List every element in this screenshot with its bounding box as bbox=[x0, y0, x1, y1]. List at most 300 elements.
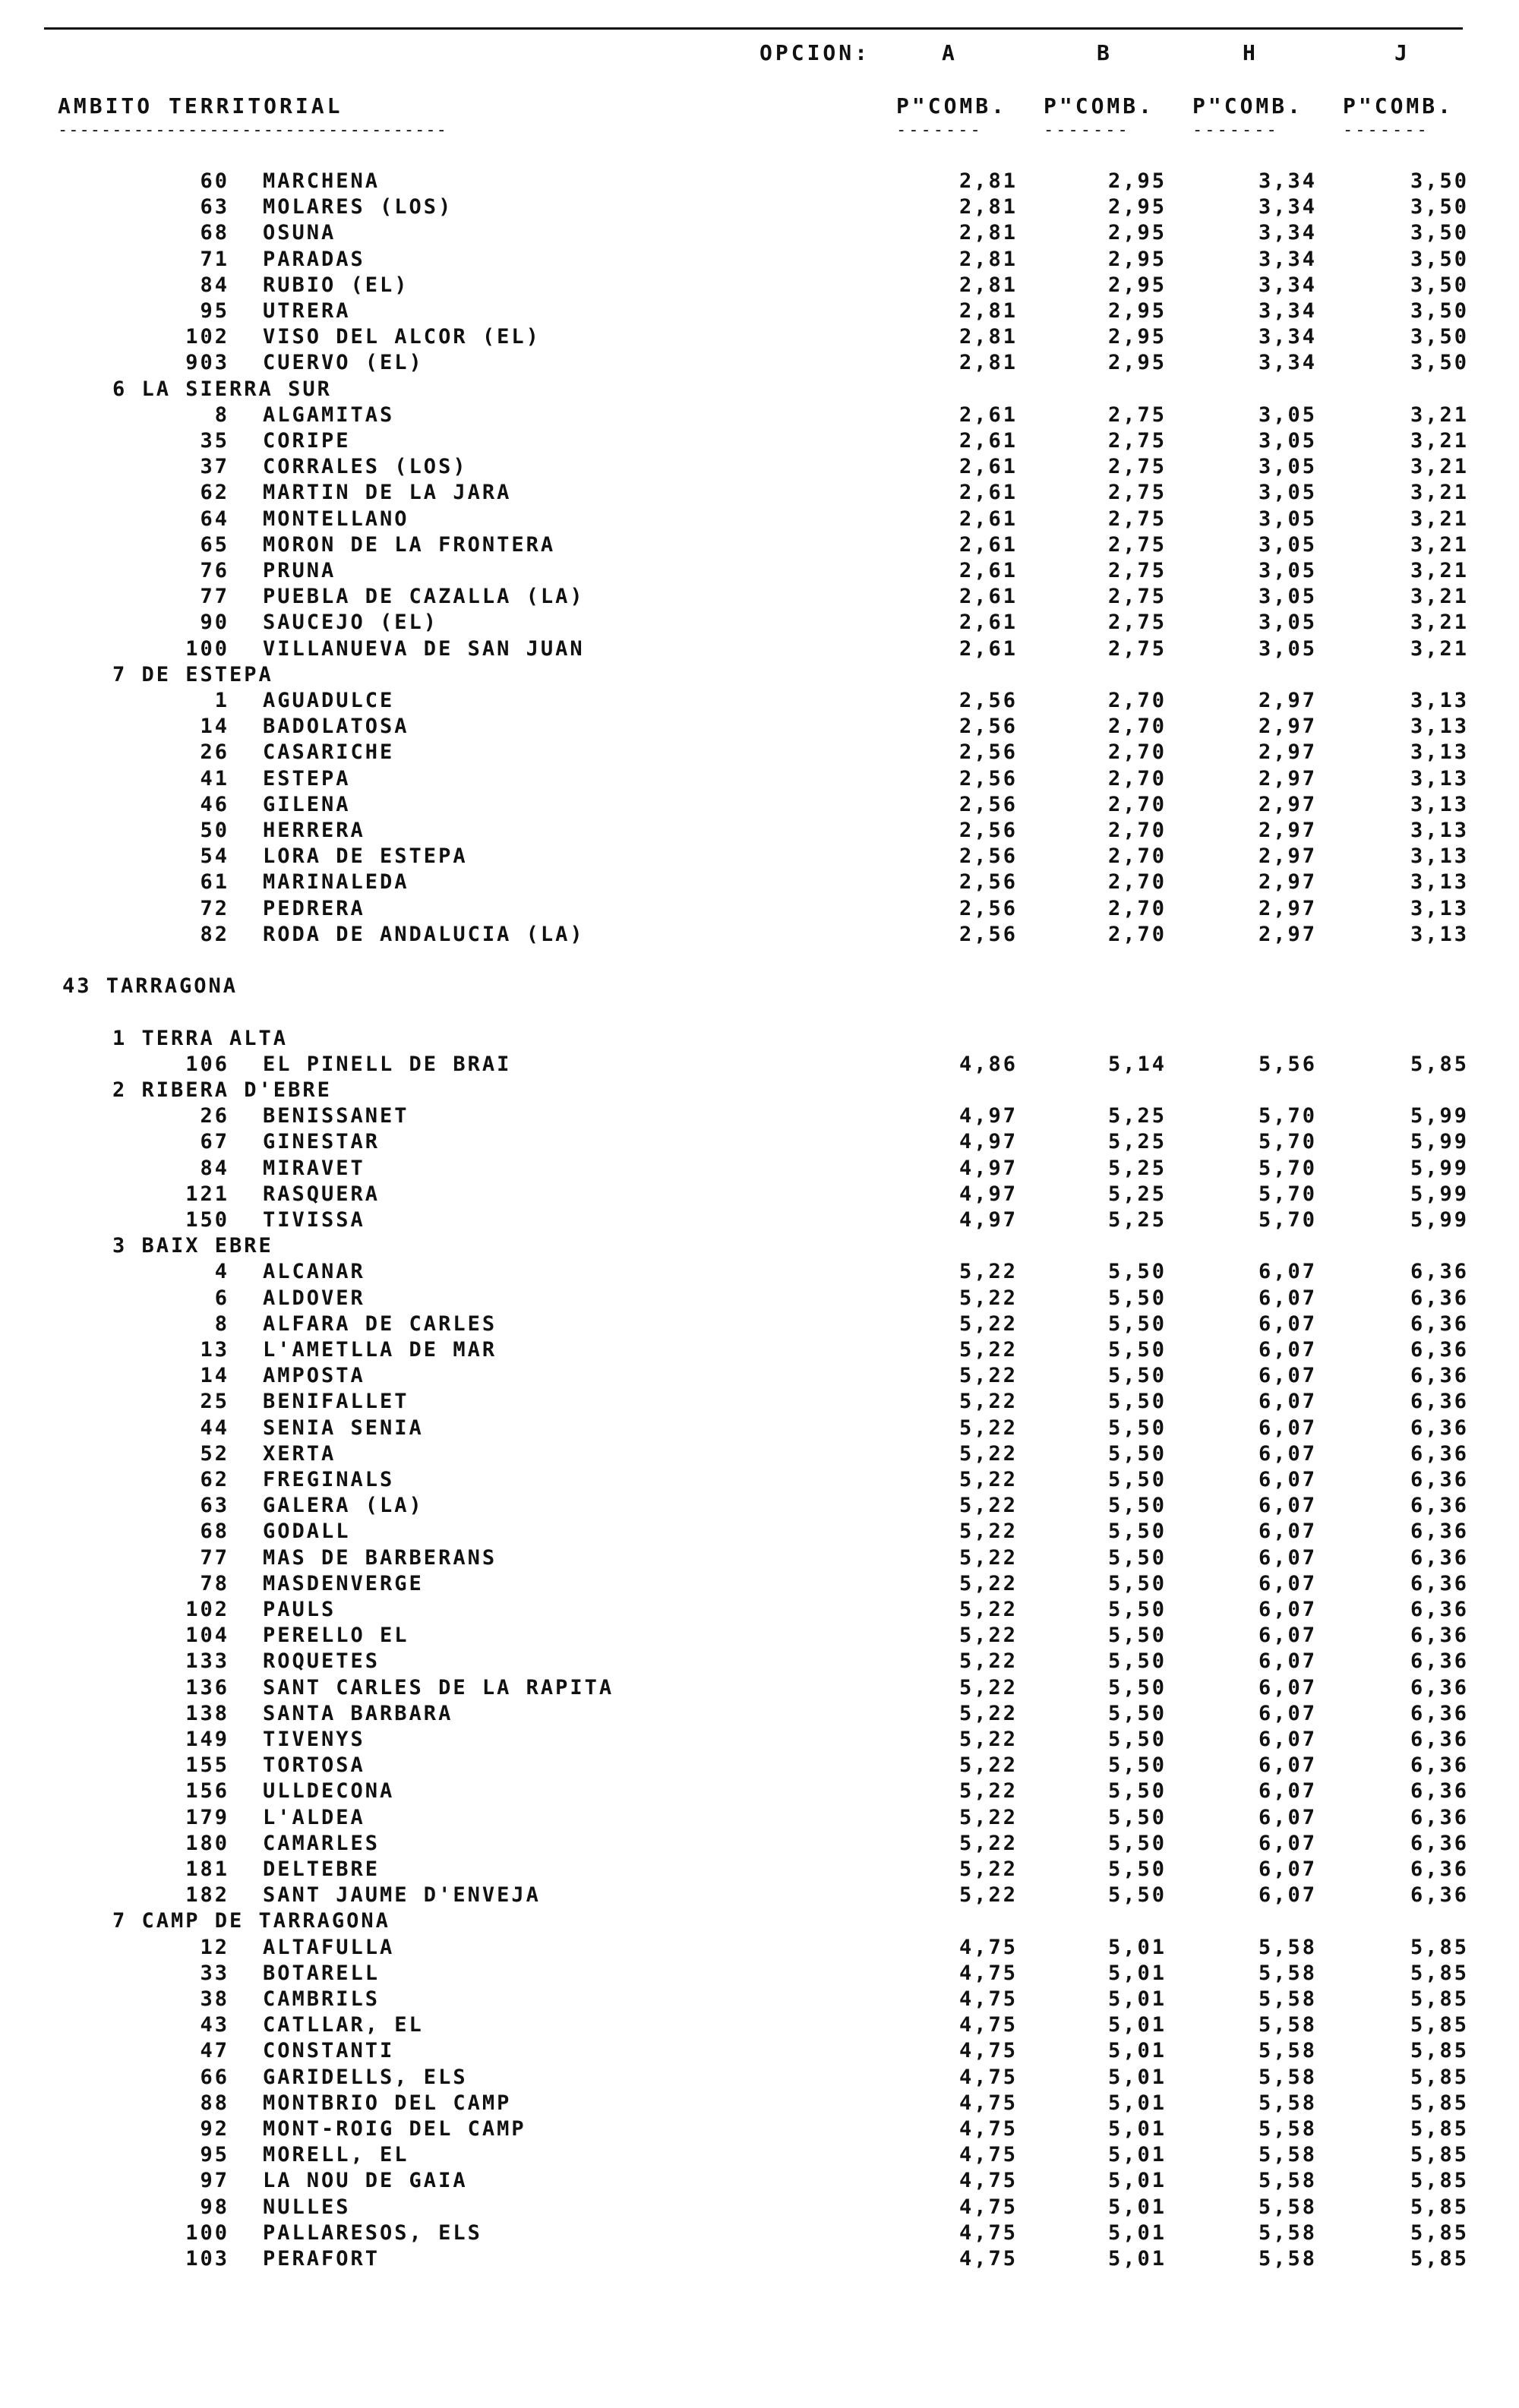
municipality-name: MONT-ROIG DEL CAMP bbox=[263, 2117, 526, 2141]
value-option-h: 6,07 bbox=[1258, 1831, 1317, 1855]
value-option-h: 5,70 bbox=[1258, 1156, 1317, 1180]
table-row bbox=[0, 2038, 1519, 2064]
value-option-b: 2,95 bbox=[1107, 247, 1167, 271]
municipality-name: MONTBRIO DEL CAMP bbox=[263, 2091, 512, 2115]
municipality-code: 77 bbox=[200, 585, 229, 609]
value-option-h: 2,97 bbox=[1258, 766, 1317, 791]
value-option-b: 5,50 bbox=[1107, 1390, 1167, 1414]
value-option-a: 5,22 bbox=[958, 1441, 1018, 1466]
municipality-name: GODALL bbox=[263, 1520, 351, 1544]
value-option-h: 6,07 bbox=[1258, 1441, 1317, 1466]
value-option-h: 3,05 bbox=[1258, 636, 1317, 661]
value-option-h: 5,58 bbox=[1258, 2013, 1317, 2037]
value-option-b: 2,70 bbox=[1107, 896, 1167, 920]
value-option-b: 5,50 bbox=[1107, 1338, 1167, 1362]
value-option-h: 5,58 bbox=[1258, 1961, 1317, 1985]
value-option-a: 2,56 bbox=[958, 896, 1018, 920]
municipality-code: 97 bbox=[200, 2169, 229, 2193]
value-option-j: 5,85 bbox=[1410, 2117, 1469, 2141]
value-option-j: 6,36 bbox=[1410, 1675, 1469, 1699]
value-option-j: 3,21 bbox=[1410, 507, 1469, 531]
municipality-code: 14 bbox=[200, 715, 229, 739]
col-h-label: P"COMB. bbox=[1192, 93, 1304, 118]
municipality-name: VISO DEL ALCOR (EL) bbox=[263, 325, 541, 349]
municipality-name: PERAFORT bbox=[263, 2247, 381, 2271]
table-row bbox=[0, 714, 1519, 740]
municipality-name: SAUCEJO (EL) bbox=[263, 611, 439, 635]
value-option-h: 6,07 bbox=[1258, 1883, 1317, 1908]
value-option-b: 2,75 bbox=[1107, 585, 1167, 609]
municipality-name: LA NOU DE GAIA bbox=[263, 2169, 468, 2193]
municipality-code: 35 bbox=[200, 429, 229, 453]
value-option-j: 5,85 bbox=[1410, 1987, 1469, 2011]
table-row bbox=[0, 2116, 1519, 2142]
value-option-b: 5,50 bbox=[1107, 1649, 1167, 1674]
table-row bbox=[0, 1961, 1519, 1987]
value-option-b: 5,50 bbox=[1107, 1675, 1167, 1699]
value-option-h: 6,07 bbox=[1258, 1598, 1317, 1621]
value-option-j: 6,36 bbox=[1410, 1883, 1469, 1908]
table-row bbox=[0, 1363, 1519, 1389]
value-option-b: 2,95 bbox=[1107, 169, 1167, 193]
municipality-name: CUERVO (EL) bbox=[263, 351, 424, 375]
municipality-name: SANT JAUME D'ENVEJA bbox=[263, 1883, 541, 1908]
value-option-j: 3,21 bbox=[1410, 532, 1469, 557]
municipality-code: 82 bbox=[200, 922, 229, 946]
table-row bbox=[0, 1337, 1519, 1363]
value-option-b: 5,50 bbox=[1107, 1494, 1167, 1518]
municipality-code: 133 bbox=[185, 1649, 229, 1674]
value-option-h: 3,05 bbox=[1258, 481, 1317, 505]
value-option-b: 5,01 bbox=[1107, 2220, 1167, 2245]
value-option-j: 6,36 bbox=[1410, 1728, 1469, 1751]
value-option-b: 5,50 bbox=[1107, 1260, 1167, 1284]
value-option-a: 2,56 bbox=[958, 689, 1018, 712]
municipality-code: 156 bbox=[185, 1779, 229, 1804]
value-option-b: 5,50 bbox=[1107, 1728, 1167, 1751]
subregion-heading: 3 BAIX EBRE bbox=[112, 1234, 273, 1258]
value-option-a: 5,22 bbox=[958, 1494, 1018, 1518]
municipality-code: 138 bbox=[185, 1701, 229, 1725]
value-option-j: 5,85 bbox=[1410, 2065, 1469, 2089]
table-row bbox=[0, 1727, 1519, 1753]
value-option-j: 6,36 bbox=[1410, 1753, 1469, 1778]
table-row bbox=[0, 1493, 1519, 1519]
table-row bbox=[0, 402, 1519, 428]
table-row bbox=[0, 1545, 1519, 1571]
municipality-name: PALLARESOS, ELS bbox=[263, 2220, 482, 2245]
value-option-b: 5,01 bbox=[1107, 2117, 1167, 2141]
table-row bbox=[0, 2195, 1519, 2220]
value-option-a: 4,86 bbox=[958, 1052, 1018, 1076]
value-option-h: 2,97 bbox=[1258, 715, 1317, 739]
value-option-b: 5,50 bbox=[1107, 1364, 1167, 1388]
value-option-b: 2,95 bbox=[1107, 351, 1167, 375]
municipality-name: RODA DE ANDALUCIA (LA) bbox=[263, 922, 585, 946]
value-option-b: 2,95 bbox=[1107, 221, 1167, 245]
municipality-name: ROQUETES bbox=[263, 1649, 381, 1674]
value-option-j: 3,13 bbox=[1410, 844, 1469, 869]
value-option-a: 4,75 bbox=[958, 2039, 1018, 2063]
value-option-a: 5,22 bbox=[958, 1701, 1018, 1725]
municipality-code: 50 bbox=[200, 819, 229, 842]
value-option-h: 6,07 bbox=[1258, 1338, 1317, 1362]
municipality-name: PEDRERA bbox=[263, 896, 365, 920]
value-option-h: 5,70 bbox=[1258, 1104, 1317, 1128]
table-row bbox=[0, 1675, 1519, 1701]
value-option-h: 6,07 bbox=[1258, 1415, 1317, 1440]
value-option-b: 5,50 bbox=[1107, 1598, 1167, 1621]
value-option-j: 6,36 bbox=[1410, 1805, 1469, 1829]
table-row bbox=[0, 792, 1519, 818]
municipality-code: 76 bbox=[200, 559, 229, 582]
value-option-a: 4,97 bbox=[958, 1104, 1018, 1128]
table-row bbox=[0, 636, 1519, 662]
table-row bbox=[0, 1182, 1519, 1207]
value-option-b: 2,75 bbox=[1107, 402, 1167, 427]
municipality-name: CAMBRILS bbox=[263, 1987, 381, 2011]
value-option-a: 5,22 bbox=[958, 1415, 1018, 1440]
value-option-a: 5,22 bbox=[958, 1520, 1018, 1544]
value-option-a: 2,81 bbox=[958, 299, 1018, 323]
municipality-code: 67 bbox=[200, 1130, 229, 1154]
value-option-b: 2,70 bbox=[1107, 819, 1167, 842]
municipality-code: 121 bbox=[185, 1182, 229, 1206]
table-row bbox=[0, 2168, 1519, 2194]
table-row bbox=[0, 869, 1519, 895]
value-option-a: 5,22 bbox=[958, 1624, 1018, 1648]
table-row bbox=[0, 350, 1519, 376]
value-option-j: 6,36 bbox=[1410, 1598, 1469, 1621]
municipality-name: CAMARLES bbox=[263, 1831, 381, 1855]
municipality-name: AMPOSTA bbox=[263, 1364, 365, 1388]
value-option-a: 5,22 bbox=[958, 1675, 1018, 1699]
value-option-b: 5,50 bbox=[1107, 1441, 1167, 1466]
value-option-b: 5,50 bbox=[1107, 1624, 1167, 1648]
value-option-j: 3,21 bbox=[1410, 455, 1469, 479]
table-row bbox=[0, 247, 1519, 273]
value-option-h: 5,58 bbox=[1258, 2143, 1317, 2167]
value-option-b: 5,50 bbox=[1107, 1857, 1167, 1881]
value-option-j: 6,36 bbox=[1410, 1286, 1469, 1310]
municipality-name: PARADAS bbox=[263, 247, 365, 271]
subregion-heading: 6 LA SIERRA SUR bbox=[112, 377, 332, 401]
value-option-a: 5,22 bbox=[958, 1286, 1018, 1310]
value-option-b: 5,50 bbox=[1107, 1468, 1167, 1491]
value-option-b: 5,50 bbox=[1107, 1701, 1167, 1725]
municipality-name: GINESTAR bbox=[263, 1130, 381, 1154]
value-option-b: 2,75 bbox=[1107, 636, 1167, 661]
value-option-b: 2,95 bbox=[1107, 273, 1167, 297]
value-option-a: 5,22 bbox=[958, 1468, 1018, 1491]
option-b-header: B bbox=[1097, 40, 1113, 65]
municipality-code: 25 bbox=[200, 1390, 229, 1414]
table-row bbox=[0, 169, 1519, 194]
value-option-b: 5,50 bbox=[1107, 1311, 1167, 1336]
value-option-a: 4,75 bbox=[958, 2065, 1018, 2089]
ambito-heading: AMBITO TERRITORIAL bbox=[58, 93, 343, 118]
table-row bbox=[0, 584, 1519, 610]
municipality-name: ALGAMITAS bbox=[263, 402, 395, 427]
table-row bbox=[0, 532, 1519, 558]
value-option-h: 3,34 bbox=[1258, 247, 1317, 271]
value-option-h: 5,56 bbox=[1258, 1052, 1317, 1076]
municipality-code: 26 bbox=[200, 740, 229, 765]
value-option-h: 3,05 bbox=[1258, 559, 1317, 582]
table-row bbox=[0, 324, 1519, 350]
value-option-a: 2,56 bbox=[958, 870, 1018, 895]
municipality-name: GARIDELLS, ELS bbox=[263, 2065, 468, 2089]
municipality-name: RUBIO (EL) bbox=[263, 273, 409, 297]
municipality-code: 103 bbox=[185, 2247, 229, 2271]
value-option-a: 4,75 bbox=[958, 1987, 1018, 2011]
municipality-name: LORA DE ESTEPA bbox=[263, 844, 468, 869]
top-rule bbox=[44, 27, 1463, 30]
value-option-a: 5,22 bbox=[958, 1779, 1018, 1804]
value-option-b: 5,50 bbox=[1107, 1753, 1167, 1778]
table-row bbox=[0, 1311, 1519, 1337]
value-option-h: 3,05 bbox=[1258, 611, 1317, 635]
value-option-j: 3,50 bbox=[1410, 195, 1469, 219]
value-option-j: 3,21 bbox=[1410, 611, 1469, 635]
value-option-b: 5,14 bbox=[1107, 1052, 1167, 1076]
value-option-a: 2,81 bbox=[958, 195, 1018, 219]
value-option-b: 2,75 bbox=[1107, 507, 1167, 531]
value-option-b: 5,25 bbox=[1107, 1156, 1167, 1180]
value-option-j: 6,36 bbox=[1410, 1364, 1469, 1388]
municipality-code: 106 bbox=[185, 1052, 229, 1076]
municipality-code: 78 bbox=[200, 1571, 229, 1595]
municipality-code: 102 bbox=[185, 325, 229, 349]
municipality-name: MARTIN DE LA JARA bbox=[263, 481, 512, 505]
value-option-j: 3,13 bbox=[1410, 715, 1469, 739]
value-option-h: 6,07 bbox=[1258, 1857, 1317, 1881]
value-option-b: 5,25 bbox=[1107, 1182, 1167, 1206]
value-option-a: 2,56 bbox=[958, 922, 1018, 946]
municipality-code: 98 bbox=[200, 2195, 229, 2219]
value-option-h: 2,97 bbox=[1258, 819, 1317, 842]
municipality-name: MARCHENA bbox=[263, 169, 381, 193]
municipality-code: 95 bbox=[200, 2143, 229, 2167]
value-option-h: 3,34 bbox=[1258, 273, 1317, 297]
table-row bbox=[0, 454, 1519, 480]
value-option-h: 6,07 bbox=[1258, 1624, 1317, 1648]
value-option-j: 3,21 bbox=[1410, 636, 1469, 661]
value-option-h: 3,34 bbox=[1258, 325, 1317, 349]
value-option-j: 5,85 bbox=[1410, 2247, 1469, 2271]
value-option-a: 4,75 bbox=[958, 2091, 1018, 2115]
municipality-code: 179 bbox=[185, 1805, 229, 1829]
value-option-j: 5,85 bbox=[1410, 2091, 1469, 2115]
value-option-h: 2,97 bbox=[1258, 896, 1317, 920]
table-row bbox=[0, 194, 1519, 220]
municipality-code: 149 bbox=[185, 1728, 229, 1751]
municipality-name: BOTARELL bbox=[263, 1961, 381, 1985]
value-option-b: 5,01 bbox=[1107, 2039, 1167, 2063]
table-row bbox=[0, 1778, 1519, 1804]
municipality-name: ALCANAR bbox=[263, 1260, 365, 1284]
value-option-b: 2,75 bbox=[1107, 559, 1167, 582]
value-option-b: 2,75 bbox=[1107, 455, 1167, 479]
value-option-a: 4,75 bbox=[958, 2169, 1018, 2193]
value-option-a: 2,61 bbox=[958, 455, 1018, 479]
municipality-name: MORON DE LA FRONTERA bbox=[263, 532, 556, 557]
municipality-name: TIVENYS bbox=[263, 1728, 365, 1751]
municipality-code: 37 bbox=[200, 455, 229, 479]
value-option-a: 5,22 bbox=[958, 1571, 1018, 1595]
table-row bbox=[0, 1571, 1519, 1597]
municipality-code: 60 bbox=[200, 169, 229, 193]
municipality-name: ALTAFULLA bbox=[263, 1935, 395, 1959]
value-option-j: 6,36 bbox=[1410, 1545, 1469, 1570]
municipality-code: 92 bbox=[200, 2117, 229, 2141]
subregion-heading: 1 TERRA ALTA bbox=[112, 1026, 289, 1050]
col-a-underline: ------- bbox=[896, 121, 983, 140]
value-option-a: 5,22 bbox=[958, 1728, 1018, 1751]
table-row bbox=[0, 428, 1519, 454]
value-option-j: 3,13 bbox=[1410, 922, 1469, 946]
value-option-a: 5,22 bbox=[958, 1260, 1018, 1284]
value-option-a: 5,22 bbox=[958, 1598, 1018, 1621]
value-option-h: 6,07 bbox=[1258, 1364, 1317, 1388]
value-option-b: 5,01 bbox=[1107, 1987, 1167, 2011]
value-option-a: 2,61 bbox=[958, 559, 1018, 582]
municipality-code: 54 bbox=[200, 844, 229, 869]
value-option-j: 3,13 bbox=[1410, 766, 1469, 791]
table-row bbox=[0, 558, 1519, 584]
municipality-code: 65 bbox=[200, 532, 229, 557]
value-option-j: 6,36 bbox=[1410, 1831, 1469, 1855]
value-option-a: 4,75 bbox=[958, 2143, 1018, 2167]
value-option-j: 5,85 bbox=[1410, 1052, 1469, 1076]
value-option-a: 4,97 bbox=[958, 1130, 1018, 1154]
municipality-code: 102 bbox=[185, 1598, 229, 1621]
value-option-b: 2,75 bbox=[1107, 429, 1167, 453]
value-option-a: 2,61 bbox=[958, 585, 1018, 609]
value-option-a: 2,81 bbox=[958, 169, 1018, 193]
opcion-label: OPCION: bbox=[760, 40, 871, 65]
value-option-j: 3,21 bbox=[1410, 585, 1469, 609]
value-option-b: 5,50 bbox=[1107, 1805, 1167, 1829]
value-option-a: 4,75 bbox=[958, 2013, 1018, 2037]
value-option-a: 5,22 bbox=[958, 1338, 1018, 1362]
municipality-name: XERTA bbox=[263, 1441, 336, 1466]
municipality-code: 104 bbox=[185, 1624, 229, 1648]
value-option-a: 2,61 bbox=[958, 402, 1018, 427]
municipality-name: BENISSANET bbox=[263, 1104, 409, 1128]
municipality-code: 26 bbox=[200, 1104, 229, 1128]
municipality-name: HERRERA bbox=[263, 819, 365, 842]
value-option-a: 2,61 bbox=[958, 636, 1018, 661]
municipality-code: 155 bbox=[185, 1753, 229, 1778]
value-option-h: 2,97 bbox=[1258, 922, 1317, 946]
table-row bbox=[0, 2065, 1519, 2091]
municipality-code: 46 bbox=[200, 792, 229, 816]
value-option-h: 5,70 bbox=[1258, 1130, 1317, 1154]
value-option-j: 6,36 bbox=[1410, 1649, 1469, 1674]
table-row bbox=[0, 298, 1519, 324]
value-option-h: 3,34 bbox=[1258, 351, 1317, 375]
value-option-h: 6,07 bbox=[1258, 1390, 1317, 1414]
value-option-h: 6,07 bbox=[1258, 1520, 1317, 1544]
value-option-a: 5,22 bbox=[958, 1753, 1018, 1778]
col-a-label: P"COMB. bbox=[896, 93, 1008, 118]
value-option-h: 6,07 bbox=[1258, 1468, 1317, 1491]
value-option-b: 5,01 bbox=[1107, 2091, 1167, 2115]
value-option-a: 2,61 bbox=[958, 532, 1018, 557]
table-row bbox=[0, 896, 1519, 922]
municipality-name: SANT CARLES DE LA RAPITA bbox=[263, 1675, 614, 1699]
value-option-b: 2,70 bbox=[1107, 792, 1167, 816]
value-option-b: 2,95 bbox=[1107, 195, 1167, 219]
municipality-code: 47 bbox=[200, 2039, 229, 2063]
value-option-j: 6,36 bbox=[1410, 1415, 1469, 1440]
value-option-j: 5,99 bbox=[1410, 1182, 1469, 1206]
municipality-code: 41 bbox=[200, 766, 229, 791]
value-option-j: 3,50 bbox=[1410, 325, 1469, 349]
col-b-underline: ------- bbox=[1044, 121, 1130, 140]
value-option-a: 2,56 bbox=[958, 740, 1018, 765]
table-row bbox=[0, 1987, 1519, 2012]
municipality-name: CORIPE bbox=[263, 429, 351, 453]
value-option-a: 4,75 bbox=[958, 2220, 1018, 2245]
value-option-h: 5,58 bbox=[1258, 2117, 1317, 2141]
value-option-h: 3,05 bbox=[1258, 455, 1317, 479]
table-row bbox=[0, 1467, 1519, 1493]
value-option-b: 2,70 bbox=[1107, 715, 1167, 739]
municipality-code: 62 bbox=[200, 1468, 229, 1491]
municipality-code: 61 bbox=[200, 870, 229, 895]
value-option-h: 5,58 bbox=[1258, 2220, 1317, 2245]
municipality-name: MONTELLANO bbox=[263, 507, 409, 531]
value-option-b: 5,25 bbox=[1107, 1208, 1167, 1232]
value-option-h: 6,07 bbox=[1258, 1649, 1317, 1674]
value-option-j: 5,85 bbox=[1410, 2220, 1469, 2245]
value-option-j: 3,50 bbox=[1410, 273, 1469, 297]
value-option-h: 5,58 bbox=[1258, 1987, 1317, 2011]
municipality-name: MIRAVET bbox=[263, 1156, 365, 1180]
col-j-underline: ------- bbox=[1343, 121, 1429, 140]
value-option-h: 5,58 bbox=[1258, 2195, 1317, 2219]
value-option-a: 5,22 bbox=[958, 1364, 1018, 1388]
value-option-b: 2,70 bbox=[1107, 870, 1167, 895]
value-option-a: 4,75 bbox=[958, 1935, 1018, 1959]
value-option-b: 5,50 bbox=[1107, 1831, 1167, 1855]
value-option-a: 2,56 bbox=[958, 844, 1018, 869]
municipality-code: 14 bbox=[200, 1364, 229, 1388]
value-option-a: 5,22 bbox=[958, 1649, 1018, 1674]
table-row bbox=[0, 273, 1519, 298]
municipality-code: 43 bbox=[200, 2013, 229, 2037]
subregion-heading: 2 RIBERA D'EBRE bbox=[112, 1078, 332, 1102]
value-option-b: 2,70 bbox=[1107, 740, 1167, 765]
value-option-j: 5,85 bbox=[1410, 2169, 1469, 2193]
table-row bbox=[0, 1831, 1519, 1857]
municipality-name: MORELL, EL bbox=[263, 2143, 409, 2167]
table-row bbox=[0, 507, 1519, 532]
value-option-h: 6,07 bbox=[1258, 1571, 1317, 1595]
municipality-name: TORTOSA bbox=[263, 1753, 365, 1778]
value-option-a: 2,56 bbox=[958, 715, 1018, 739]
value-option-j: 6,36 bbox=[1410, 1338, 1469, 1362]
value-option-b: 5,25 bbox=[1107, 1130, 1167, 1154]
value-option-h: 5,70 bbox=[1258, 1182, 1317, 1206]
value-option-h: 6,07 bbox=[1258, 1701, 1317, 1725]
municipality-name: DELTEBRE bbox=[263, 1857, 381, 1881]
value-option-h: 6,07 bbox=[1258, 1805, 1317, 1829]
table-row bbox=[0, 1052, 1519, 1078]
value-option-h: 3,34 bbox=[1258, 299, 1317, 323]
